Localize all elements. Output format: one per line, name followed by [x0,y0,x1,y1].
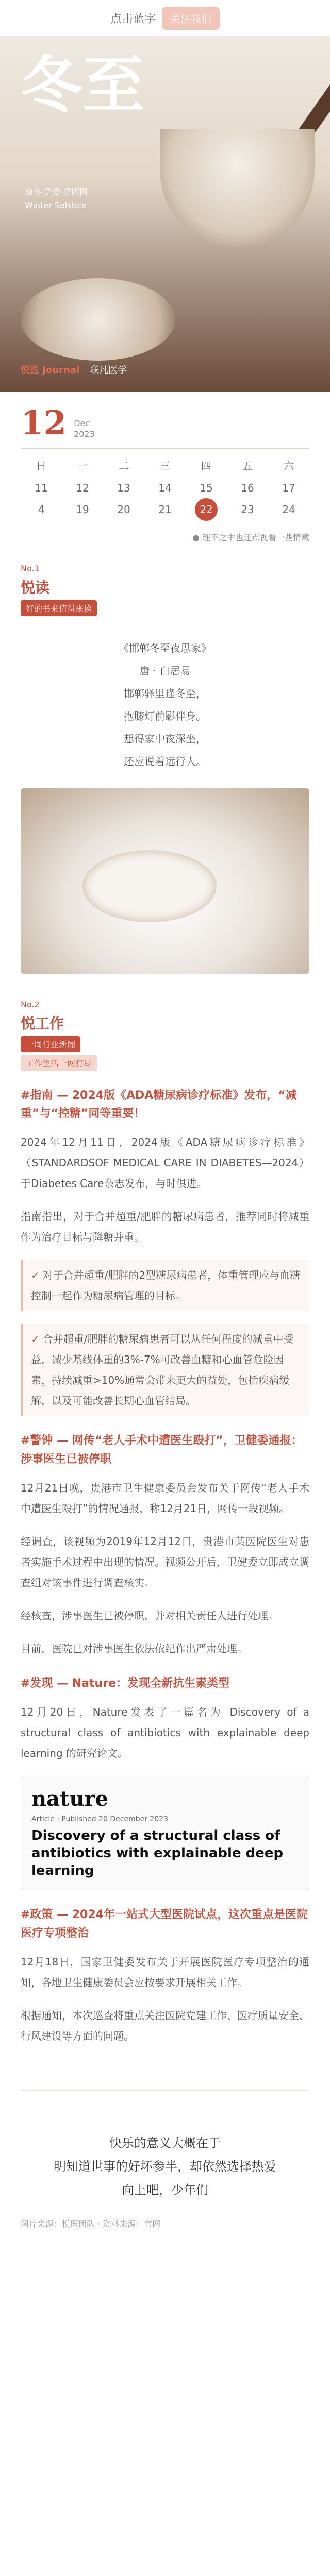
calendar-date: 4 [38,503,45,516]
section-number: No.1 [21,564,40,573]
calendar-date: 17 [282,482,295,494]
calendar-date: 21 [158,503,172,516]
calendar-date: 24 [282,503,295,516]
article-paragraph: 指南指出，对于合并超重/肥胖的糖尿病患者，推荐同时将减重作为治疗目标与降糖并重。 [21,1210,309,1244]
quote-text: 合并超重/肥胖的糖尿病患者可以从任何程度的减重中受益，减少基线体重的3%-7%可改善血糖和心血管危险因素，持续减重>10%通常会带来更大的益处，包括疾病缓解，以及可能改善长期心血管结局。 [31,1333,294,1408]
poem-line: 想得家中夜深坐， [124,733,206,745]
article-quote [21,1324,309,1416]
hero-banner [0,36,330,392]
section-number: No.2 [21,999,40,1009]
section-pill: 一周行业新闻 [21,1036,80,1052]
calendar-month-label: Dec [74,418,90,429]
weekday-label: 六 [284,460,294,472]
calendar-day: 12 [21,404,67,443]
hero-title: 冬至 [21,49,144,122]
article-title: #指南 — 2024版《ADA糖尿病诊疗标准》发布，“减重”与“控糖”同等重要！ [21,1089,297,1121]
article-paragraph: 12月18日，国家卫健委发布关于开展医院医疗专项整治的通知，各地卫生健康委员会应按要求开展相关工作。 [21,1955,309,1989]
poem-block [21,637,309,773]
dumpling-plate-illustration [21,278,175,361]
nature-meta: Article · Published 20 December 2023 [31,1815,169,1823]
article-title: #警钟 — 网传“老人手术中遭医生殴打”，卫健委通报：涉事医生已被停职 [21,1434,303,1466]
calendar-date: 14 [158,482,172,494]
weekday-label: 日 [36,460,46,472]
hero-subtitle-line: 凛冬·是爱·是团圆 [25,187,88,197]
weekday-label: 四 [201,460,211,472]
nature-article-card[interactable] [21,1776,309,1890]
article-paragraph: 2024年12月11日，2024版《ADA糖尿病诊疗标准》（STANDARDSOF MEDICAL CARE IN DIABETES—2024）于Diabetes Care杂志发布，与时俱进。 [21,1136,309,1190]
section-work [0,989,330,2069]
section-pill: 好的书来值得来读 [21,600,97,616]
poem-line: 邯郸驿里逢冬至， [124,687,206,700]
weekday-label: 五 [242,460,253,472]
poem-title: 《邯郸冬至夜思家》 [119,642,211,654]
check-icon: ✓ [31,1333,40,1346]
follow-button[interactable]: 关注我们 [162,7,220,30]
journal-logo: 悦医 Journal [21,365,80,376]
poem-line: 抱膝灯前影伴身。 [124,710,206,722]
section-pill-secondary: 工作生活一网打尽 [21,1055,97,1071]
article-paragraph: 经核查，涉事医生已被停职，并对相关责任人进行处理。 [21,1609,278,1622]
calendar-date: 15 [200,482,213,494]
partner-logo: 联凡医学 [90,365,127,376]
weekday-label: 一 [77,460,88,472]
section-title: 悦工作 [21,1015,64,1032]
article-paragraph: 12月21日晚，贵港市卫生健康委员会发布关于网传“老人手术中遭医生殴打”的情况通报，称12月21日，网传一段视频。 [21,1481,309,1515]
hero-subtitle [25,185,88,212]
calendar-month [74,418,95,440]
weekday-label: 二 [119,460,129,472]
follow-hint: 点击蓝字 [110,12,156,26]
article-paragraph: 根据通知，本次巡查将重点关注医院党建工作、医疗质量安全、行风建设等方面的问题。 [21,2009,309,2042]
weekday-label: 三 [160,460,170,472]
calendar-note: ● 理不之中也还点视看一些情藏 [192,533,309,543]
calendar-date: 11 [35,482,48,494]
top-follow-bar [0,0,330,36]
article-paragraph: 12月20日，Nature发表了一篇名为 Discovery of a structural class of antibiotics with explainable deep learning 的研究论文。 [21,1705,309,1759]
article-quote [21,1260,309,1311]
dumplings-image [21,788,309,974]
check-icon: ✓ [31,1269,40,1282]
calendar-date: 12 [76,482,89,494]
calendar-divider [21,448,309,449]
section-title: 悦读 [21,579,50,596]
footer [0,2111,330,2261]
closing-quote: 快乐的意义大概在于 明知道世事的好坏参半，却依然选择热爱 向上吧，少年们 [54,2136,276,2197]
section-reading [0,553,330,989]
hero-subtitle-line: Winter Solstice [25,200,87,210]
quote-text: 对于合并超重/肥胖的2型糖尿病患者，体重管理应与血糖控制一起作为糖尿病管理的目标。 [31,1269,301,1302]
calendar-date: 23 [241,503,254,516]
poem-line: 还应说着远行人。 [124,755,206,768]
calendar-date: 20 [117,503,130,516]
calendar-widget [0,392,330,553]
calendar-header [21,404,309,443]
divider [21,2090,309,2091]
calendar-date: 13 [117,482,130,494]
article-paragraph: 经调查，该视频为2019年12月12日，贵港市某医院医生对患者实施手术过程中出现的情况。视频公开后，卫健委立即成立调查组对该事件进行调查核实。 [21,1535,309,1589]
calendar-year-label: 2023 [74,429,95,439]
article-title: #发现 — Nature：发现全新抗生素类型 [21,1676,229,1690]
calendar-grid [21,457,309,521]
calendar-date: 19 [76,503,89,516]
poem-author: 唐 · 白居易 [139,665,191,677]
nature-title: Discovery of a structural class of antibiotics with explainable deep learning [31,1827,284,1878]
nature-logo: nature [31,1786,109,1811]
source-note: 图片来源：悦医团队 · 资料来源：官网 [21,2219,161,2229]
calendar-selected-date: 22 [195,498,218,521]
article-paragraph: 目前，医院已对涉事医生依法依纪作出严肃处理。 [21,1642,248,1655]
hero-logos [21,363,127,376]
article-title: #政策 — 2024年一站式大型医院试点，这次重点是医院医疗专项整治 [21,1908,308,1940]
calendar-date: 16 [241,482,254,494]
dumpling-bowl-illustration [160,129,315,247]
